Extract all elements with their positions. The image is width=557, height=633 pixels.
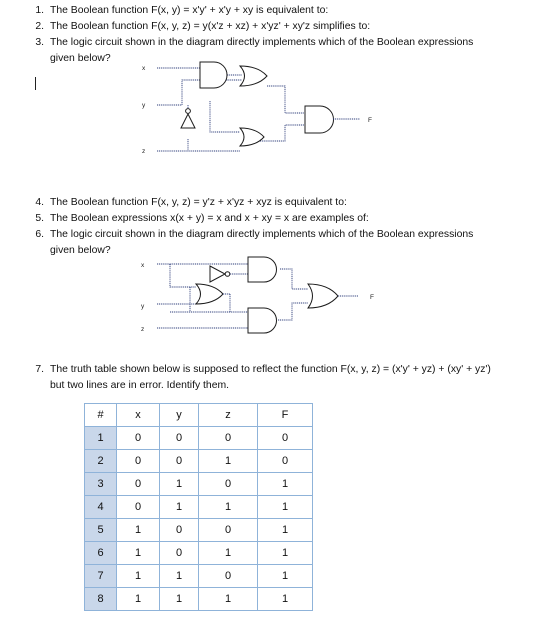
cell-y: 0 xyxy=(160,450,199,473)
output-label-f: F xyxy=(370,294,374,301)
question-text: The logic circuit shown in the diagram directly implements which of the Boolean expressions xyxy=(50,37,474,48)
column-header-x: x xyxy=(117,404,160,427)
input-label-z: z xyxy=(142,148,146,155)
cell-f: 1 xyxy=(258,588,313,611)
question-number: 2. xyxy=(35,21,44,32)
cell-z: 0 xyxy=(199,427,258,450)
logic-circuit-1 xyxy=(130,58,390,163)
column-header-z: z xyxy=(199,404,258,427)
cell-z: 0 xyxy=(199,473,258,496)
cell-x: 1 xyxy=(117,519,160,542)
cell-z: 0 xyxy=(199,519,258,542)
logic-circuit-2 xyxy=(130,252,390,334)
table-row xyxy=(85,542,313,565)
table-row xyxy=(85,565,313,588)
and-gate xyxy=(248,308,277,333)
row-number: 7 xyxy=(85,565,117,588)
question-number: 7. xyxy=(35,364,44,375)
question-text: The Boolean function F(x, y, z) = y(x'z + xz) + x'yz' + xy'z simplifies to: xyxy=(50,21,371,32)
question-text: The Boolean expressions x(x + y) = x and x + xy = x are examples of: xyxy=(50,213,369,224)
question-text: given below? xyxy=(50,53,111,64)
and-gate xyxy=(200,62,227,88)
column-header-f: F xyxy=(258,404,313,427)
cell-z: 1 xyxy=(199,450,258,473)
cell-y: 1 xyxy=(160,565,199,588)
cell-x: 0 xyxy=(117,427,160,450)
question-text: The Boolean function F(x, y, z) = y'z + x'yz + xyz is equivalent to: xyxy=(50,197,347,208)
column-header-number: # xyxy=(85,404,117,427)
question-text: given below? xyxy=(50,245,111,256)
not-gate xyxy=(210,266,225,282)
not-gate-bubble xyxy=(186,109,191,114)
or-gate xyxy=(240,66,267,86)
row-number: 1 xyxy=(85,427,117,450)
cell-z: 1 xyxy=(199,588,258,611)
question-number: 5. xyxy=(35,213,44,224)
row-number: 4 xyxy=(85,496,117,519)
row-number: 5 xyxy=(85,519,117,542)
and-gate xyxy=(248,257,276,282)
cell-f: 1 xyxy=(258,473,313,496)
table-row xyxy=(85,473,313,496)
or-gate xyxy=(196,284,223,304)
question-number: 4. xyxy=(35,197,44,208)
not-gate xyxy=(181,114,195,128)
question-text: The truth table shown below is supposed to reflect the function F(x, y, z) = (x'y' + yz) + (xy' + yz') xyxy=(50,364,491,375)
cell-f: 1 xyxy=(258,542,313,565)
or-gate xyxy=(308,284,338,308)
cell-y: 0 xyxy=(160,519,199,542)
truth-table xyxy=(84,403,313,611)
cell-y: 0 xyxy=(160,542,199,565)
cell-x: 0 xyxy=(117,496,160,519)
cell-f: 1 xyxy=(258,565,313,588)
input-label-z: z xyxy=(141,326,145,333)
table-row xyxy=(85,427,313,450)
question-number: 3. xyxy=(35,37,44,48)
wires xyxy=(157,264,308,328)
cell-f: 0 xyxy=(258,450,313,473)
column-header-y: y xyxy=(160,404,199,427)
table-header-row xyxy=(85,404,313,427)
question-text: The Boolean function F(x, y) = x'y' + x'y + xy is equivalent to: xyxy=(50,5,329,16)
row-number: 8 xyxy=(85,588,117,611)
cell-x: 1 xyxy=(117,565,160,588)
input-label-y: y xyxy=(141,303,145,310)
cell-x: 1 xyxy=(117,542,160,565)
and-gate xyxy=(305,106,334,133)
output-label-f: F xyxy=(368,117,372,124)
cell-f: 1 xyxy=(258,496,313,519)
question-text: The logic circuit shown in the diagram directly implements which of the Boolean expressions xyxy=(50,229,474,240)
cell-z: 0 xyxy=(199,565,258,588)
cell-y: 1 xyxy=(160,473,199,496)
cell-y: 1 xyxy=(160,588,199,611)
cell-f: 0 xyxy=(258,427,313,450)
table-row xyxy=(85,496,313,519)
input-label-y: y xyxy=(142,102,146,109)
question-text: but two lines are in error. Identify them. xyxy=(50,380,230,391)
row-number: 3 xyxy=(85,473,117,496)
cell-y: 1 xyxy=(160,496,199,519)
cell-y: 0 xyxy=(160,427,199,450)
text-cursor xyxy=(35,77,36,90)
input-label-x: x xyxy=(142,65,146,72)
table-row xyxy=(85,588,313,611)
cell-x: 1 xyxy=(117,588,160,611)
or-gate xyxy=(240,128,264,146)
row-number: 6 xyxy=(85,542,117,565)
not-gate-bubble xyxy=(225,272,230,277)
cell-x: 0 xyxy=(117,473,160,496)
cell-z: 1 xyxy=(199,496,258,519)
question-number: 1. xyxy=(35,5,44,16)
cell-f: 1 xyxy=(258,519,313,542)
input-label-x: x xyxy=(141,262,145,269)
row-number: 2 xyxy=(85,450,117,473)
table-row xyxy=(85,450,313,473)
wires xyxy=(157,68,305,151)
table-row xyxy=(85,519,313,542)
cell-x: 0 xyxy=(117,450,160,473)
question-number: 6. xyxy=(35,229,44,240)
cell-z: 1 xyxy=(199,542,258,565)
